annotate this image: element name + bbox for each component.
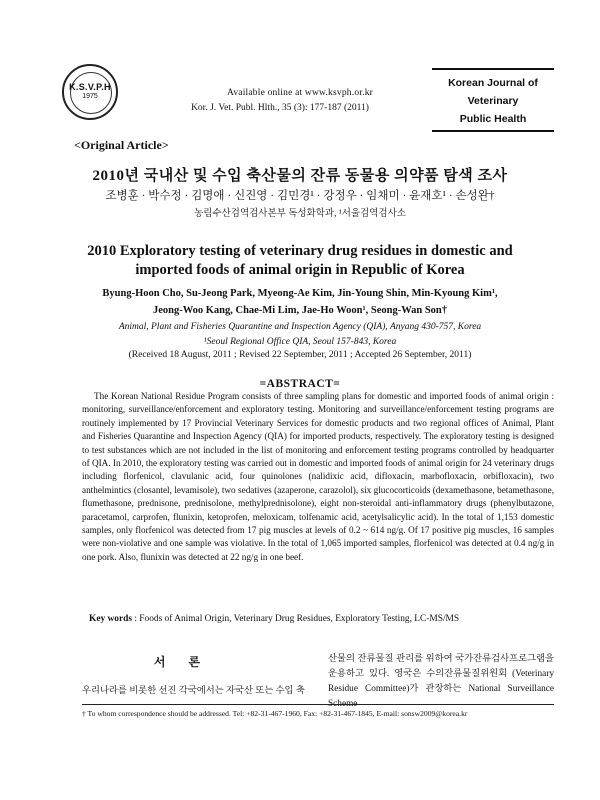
- english-affiliation-line: Animal, Plant and Fisheries Quarantine and Inspection Agency (QIA), Anyang 430-757, Korea: [118, 322, 482, 332]
- logo-text: K.S.V.P.H: [69, 82, 111, 92]
- introduction-right-column: 산물의 잔류물질 관리를 위하여 국가잔류검사프로그램을 운용하고 있다. 영국은 수의잔류물질위원회 (Veterinary Residue Committee)가 관장하는 National Surveillance Scheme: [328, 654, 554, 709]
- journal-name-line: Korean Journal of: [448, 77, 538, 89]
- article-type: <Original Article>: [74, 138, 169, 152]
- korean-affiliation: 농림수산검역검사본부 독성화학과, ¹서울검역검사소: [194, 209, 406, 219]
- journal-name-line: Veterinary: [467, 95, 519, 107]
- abstract-heading: =ABSTRACT=: [259, 378, 341, 390]
- english-title-line: 2010 Exploratory testing of veterinary drug residues in domestic and: [87, 243, 513, 259]
- english-author-line: Byung-Hoon Cho, Su-Jeong Park, Myeong-Ae Kim, Jin-Young Shin, Min-Kyoung Kim¹,: [102, 288, 498, 299]
- logo-year: 1975: [82, 93, 98, 100]
- introduction-left-column: 우리나라를 비롯한 선진 각국에서는 자국산 또는 수입 축: [82, 686, 305, 696]
- english-affiliation: [40, 320, 560, 350]
- footnote-divider: [82, 704, 554, 705]
- keywords-label: Key words: [89, 614, 132, 624]
- english-author-line: Jeong-Woo Kang, Chae-Mi Lim, Jae-Ho Woon¹, Seong-Wan Son†: [152, 305, 448, 316]
- availability-line: Available online at www.ksvph.or.kr: [226, 88, 374, 98]
- english-title-line: imported foods of animal origin in Republic of Korea: [135, 262, 465, 278]
- english-affiliation-line: ¹Seoul Regional Office QIA, Seoul 157-843, Korea: [203, 337, 397, 347]
- citation-line: Kor. J. Vet. Publ. Hlth., 35 (3): 177-187 (2011): [191, 103, 369, 113]
- correspondence-footnote: † To whom correspondence should be addressed. Tel: +82-31-467-1960, Fax: +82-31-467-1845, E-mail: sonsw2009@korea.kr: [82, 709, 468, 718]
- korean-title: 2010년 국내산 및 수입 축산물의 잔류 동물용 의약품 탐색 조사: [92, 168, 508, 184]
- received-dates: (Received 18 August, 2011 ; Revised 22 September, 2011 ; Accepted 26 September, 2011): [128, 350, 472, 360]
- journal-name-box: [432, 68, 554, 132]
- keywords: [82, 614, 554, 624]
- abstract-body: The Korean National Residue Program consists of three sampling plans for domestic and imported foods of animal origin : monitoring, surveillance/enforcement and exploratory testing. Monitoring and surveillance/enforcement testing programs are routinely implemented by 17 Provincial Veterinary Services for domestic products and two regional offices of Animal, Plant and Fisheries Quarantine and Inspection Agency (QIA) for imported products, respectively. The exploratory testing is designed to test substances which are not included in the list of monitoring and enforcement testing programs controlled by headquarter of QIA. In 2010, the exploratory testing was carried out in domestic and imported foods of animal origin for 24 veterinary drugs including florfenicol, clavulanic acid, four quinolones (nalidixic acid, difloxacin, marbofloxacin, orbifloxacin), two anthelmintics (closantel, levamisole), two sedatives (azaperone, carazolol), six glucocorticoids (dexamethasone, betamethasone, flumethasone, prednisone, prednisolone, methylprednisolone), eight non-steroidal anti-inflammatory drugs (phenylbutazone, paracetamol, carprofen, flunixin, ketoprofen, meloxicam, tolfenamic acid, acetylsalicylic acid). In the total of 1,153 domestic samples, only florfenicol was detected from 17 pig muscles at levels of 0.2 ~ 614 ng/g. Of 17 positive pig muscles, 16 samples were non-violative and one sample was violative. In the total of 1,065 imported samples, florfenicol was detected at 0.4 ng/g in one pork. Also, flunixin was detected at 22 ng/g in one beef.: [82, 391, 554, 562]
- english-title: [60, 242, 540, 280]
- keywords-list: : Foods of Animal Origin, Veterinary Drug Residues, Exploratory Testing, LC-MS/MS: [132, 614, 460, 624]
- english-authors: [60, 285, 540, 319]
- korean-authors: 조병훈 · 박수정 · 김명애 · 신진영 · 김민경¹ · 강정우 · 임채미 · 윤재호¹ · 손성완†: [105, 190, 495, 202]
- journal-name-line: Public Health: [459, 113, 527, 125]
- introduction-heading: 서 론: [153, 655, 211, 669]
